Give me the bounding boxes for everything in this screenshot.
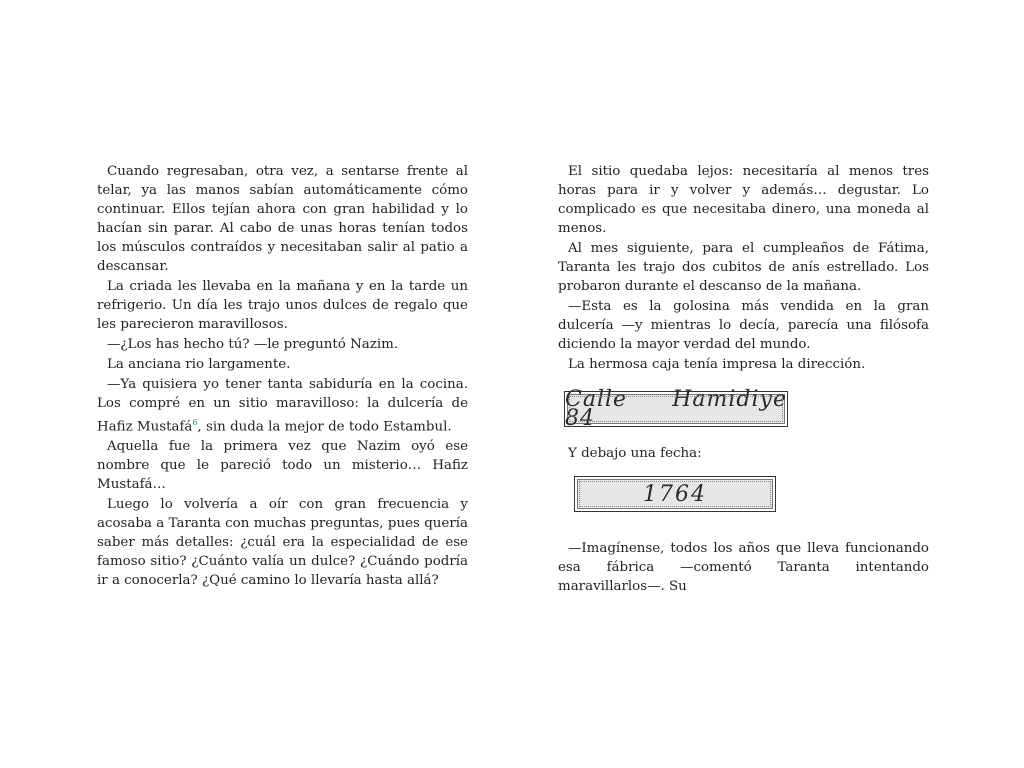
year-plaque: [574, 476, 776, 512]
paragraph: Cuando regresaban, otra vez, a sentarse frente al telar, ya las manos sabían automáticamente cómo continuar. Ellos tejían ahora con gran habilidad y lo hacían sin parar. Al cabo de unas horas tenían todos los músculos contraídos y necesitaban salir al patio a descansar.: [97, 164, 468, 274]
paragraph: Y debajo una fecha:: [568, 446, 702, 461]
paragraph-with-footnote: [97, 375, 468, 436]
address-plaque: [564, 387, 788, 431]
footnote-reference[interactable]: 6: [192, 418, 198, 427]
paragraph-text: , sin duda la mejor de todo Estambul.: [197, 419, 452, 435]
right-page: [558, 162, 929, 597]
left-page: [97, 162, 468, 591]
paragraph: —Esta es la golosina más vendida en la gran dulcería —y mientras lo decía, parecía una filósofa diciendo la mayor verdad del mundo.: [558, 299, 929, 352]
paragraph-text: —Ya quisiera yo tener tanta sabiduría en la cocina. Los compré en un sitio maravilloso: la dulcería de Hafiz Mustafá: [97, 377, 468, 435]
paragraph: Aquella fue la primera vez que Nazim oyó ese nombre que le pareció todo un misterio… Hafiz Mustafá…: [97, 439, 468, 493]
paragraph: —Imagínense, todos los años que lleva funcionando esa fábrica —comentó Taranta intentando maravillarlos—. Su: [558, 541, 929, 594]
paragraph: La criada les llevaba en la mañana y en la tarde un refrigerio. Un día les trajo unos dulces de regalo que les parecieron maravillosos.: [97, 279, 468, 332]
paragraph: El sitio quedaba lejos: necesitaría al menos tres horas para ir y volver y además… degustar. Lo complicado es que necesitaba dinero, una moneda al menos.: [558, 164, 929, 236]
paragraph: La anciana rio largamente.: [107, 357, 291, 372]
year-text: 1764: [643, 481, 707, 507]
address-text: Calle Hamidiye 84: [565, 387, 787, 431]
paragraph: La hermosa caja tenía impresa la dirección.: [568, 357, 866, 372]
paragraph: Luego lo volvería a oír con gran frecuencia y acosaba a Taranta con muchas preguntas, pues quería saber más detalles: ¿cuál era la especialidad de ese famoso sitio? ¿Cuánto valía un dulce? ¿Cuándo podría ir a conocerla? ¿Qué camino lo llevaría hasta allá?: [97, 497, 468, 589]
paragraph: —¿Los has hecho tú? —le preguntó Nazim.: [107, 337, 399, 352]
paragraph: Al mes siguiente, para el cumpleaños de Fátima, Taranta les trajo dos cubitos de anís estrellado. Los probaron durante el descanso de la mañana.: [558, 241, 929, 294]
